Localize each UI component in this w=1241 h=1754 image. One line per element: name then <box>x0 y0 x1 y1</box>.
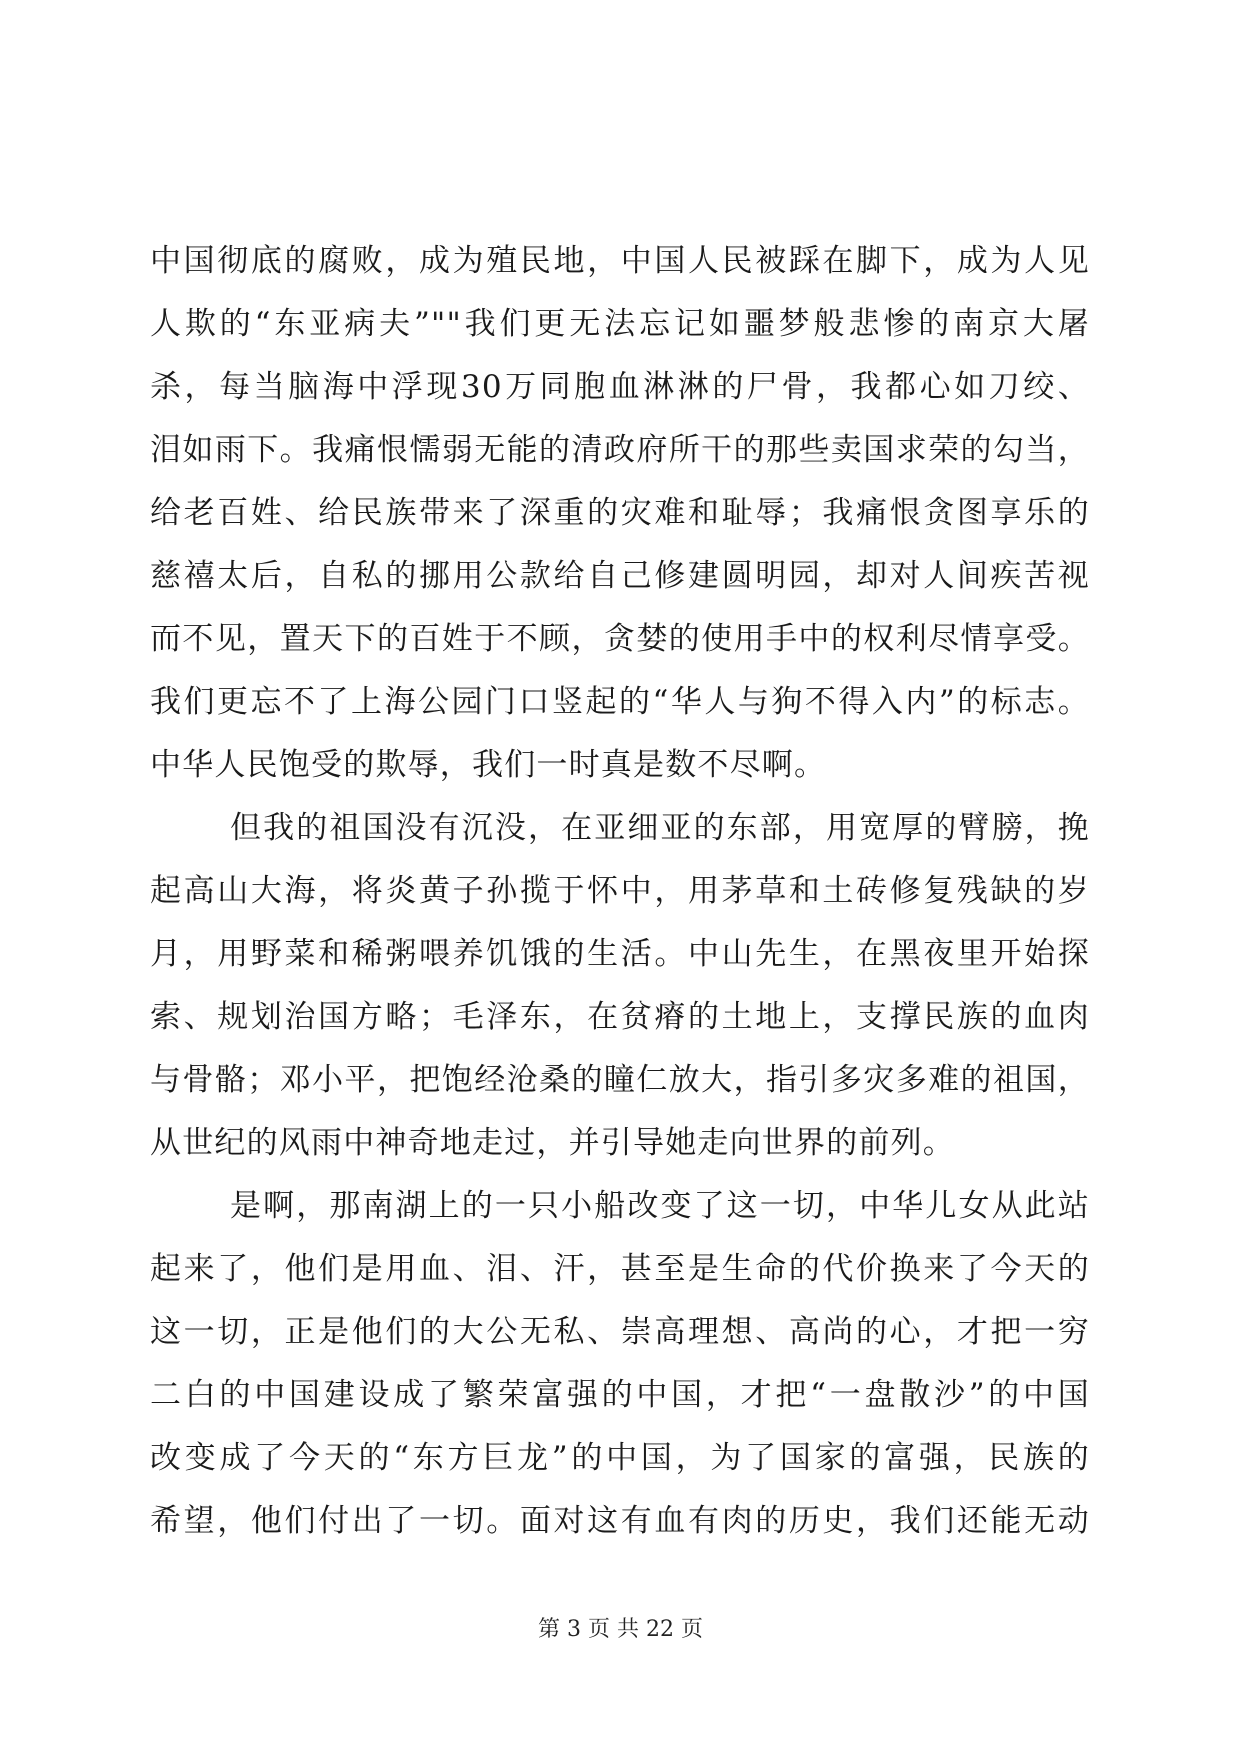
text-line: 泪如雨下。我痛恨懦弱无能的清政府所干的那些卖国求荣的勾当， <box>150 432 1090 468</box>
text-line: 是啊，那南湖上的一只小船改变了这一切，中华儿女从此站 <box>230 1188 1090 1224</box>
document-body <box>150 230 1090 1553</box>
text-line: 人欺的“东亚病夫”""我们更无法忘记如噩梦般悲惨的南京大屠 <box>150 306 1090 342</box>
text-line: 二白的中国建设成了繁荣富强的中国，才把“一盘散沙”的中国 <box>150 1377 1090 1413</box>
text-line: 索、规划治国方略；毛泽东，在贫瘠的土地上，支撑民族的血肉 <box>150 999 1090 1035</box>
text-line: 改变成了今天的“东方巨龙”的中国，为了国家的富强，民族的 <box>150 1440 1090 1476</box>
text-line: 起来了，他们是用血、泪、汗，甚至是生命的代价换来了今天的 <box>150 1251 1090 1287</box>
text-line: 给老百姓、给民族带来了深重的灾难和耻辱；我痛恨贪图享乐的 <box>150 495 1090 531</box>
text-line: 慈禧太后，自私的挪用公款给自己修建圆明园，却对人间疾苦视 <box>150 558 1090 594</box>
text-line: 起高山大海，将炎黄子孙揽于怀中，用茅草和土砖修复残缺的岁 <box>150 873 1090 909</box>
text-line: 月，用野菜和稀粥喂养饥饿的生活。中山先生，在黑夜里开始探 <box>150 936 1090 972</box>
text-line: 杀，每当脑海中浮现30万同胞血淋淋的尸骨，我都心如刀绞、 <box>150 369 1090 405</box>
text-line: 而不见，置天下的百姓于不顾，贪婪的使用手中的权利尽情享受。 <box>150 621 1090 657</box>
text-line: 我们更忘不了上海公园门口竖起的“华人与狗不得入内”的标志。 <box>150 684 1090 720</box>
page-number-footer: 第 3 页 共 22 页 <box>538 1617 703 1642</box>
text-line: 与骨骼；邓小平，把饱经沧桑的瞳仁放大，指引多灾多难的祖国， <box>150 1062 1090 1098</box>
text-line: 中华人民饱受的欺辱，我们一时真是数不尽啊。 <box>150 747 827 783</box>
text-line: 但我的祖国没有沉没，在亚细亚的东部，用宽厚的臂膀，挽 <box>230 810 1090 846</box>
text-line: 希望，他们付出了一切。面对这有血有肉的历史，我们还能无动 <box>150 1503 1090 1539</box>
text-line: 这一切，正是他们的大公无私、崇高理想、高尚的心，才把一穷 <box>150 1314 1090 1350</box>
text-line: 中国彻底的腐败，成为殖民地，中国人民被踩在脚下，成为人见 <box>150 243 1090 279</box>
text-line: 从世纪的风雨中神奇地走过，并引导她走向世界的前列。 <box>150 1125 955 1161</box>
